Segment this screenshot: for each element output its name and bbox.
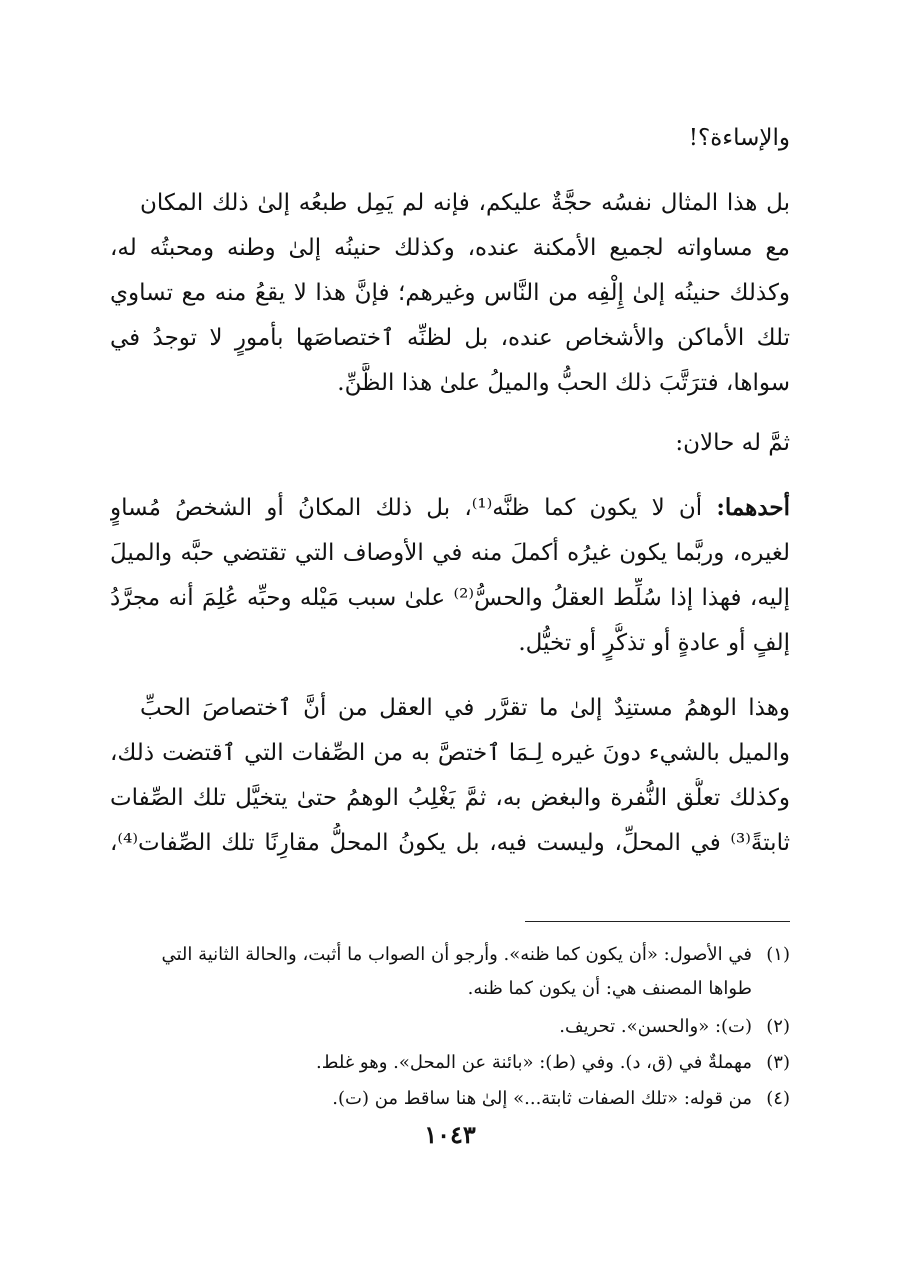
footnote-1-number: (١) [766,944,790,965]
paragraph-2-line-1-text: أن لا يكون كما ظنَّه⁽¹⁾، بل ذلك المكانُ أو الشخصُ مُساوٍ [110,495,717,521]
paragraph-2-line-3: إليه، فهذا إذا سُلِّط العقلُ والحسُّ⁽²⁾ علىٰ سبب مَيْله وحبِّه عُلِمَ أنه مجرَّدُ [110,585,790,611]
paragraph-3-line-3: وكذلك تعلُّق النُّفرة والبغض به، ثمَّ يَغْلِبُ الوهمُ حتىٰ يتخيَّل تلك الصِّفات [110,785,790,811]
paragraph-2-lead: أحدهما: [716,494,790,521]
footnote-3-text: مهملةٌ في (ق، د). وفي (ط): «بائنة عن المحل». وهو غلط. [316,1052,752,1073]
footnote-2-number: (٢) [766,1016,790,1037]
footnote-1-continuation: طواها المصنف هي: أن يكون كما ظنه. [467,978,752,999]
paragraph-1-line-4: تلك الأماكن والأشخاص عنده، بل لظنِّه ٱختصاصَها بأمورٍ لا توجدُ في [110,325,790,351]
paragraph-2-line-4: إلفٍ أو عادةٍ أو تذكُّرٍ أو تخيُّل. [518,630,790,656]
paragraph-1-line-1: بل هذا المثال نفسُه حجَّةٌ عليكم، فإنه لم يَمِل طبعُه إلىٰ ذلك المكان [140,190,790,216]
paragraph-3-line-2: والميل بالشيء دونَ غيره لِـمَا ٱختصَّ به من الصِّفات التي ٱقتضت ذلك، [110,740,790,766]
paragraph-1-line-3: وكذلك حنينُه إلىٰ إِلْفِه من النَّاس وغيرهم؛ فإنَّ هذا لا يقعُ منه مع تساوي [110,280,790,306]
paragraph-3-line-4: ثابتةً⁽³⁾ في المحلِّ، وليست فيه، بل يكونُ المحلُّ مقارِنًا تلك الصِّفات⁽⁴⁾، [110,830,790,856]
footnote-4-number: (٤) [766,1088,790,1109]
paragraph-1-line-2: مع مساواته لجميع الأمكنة عنده، وكذلك حنينُه إلىٰ وطنه ومحبتُه له، [110,235,790,261]
paragraph-2-line-1 [110,488,790,528]
footnote-2-text: (ت): «والحسن». تحريف. [559,1016,752,1037]
book-page [110,118,790,1218]
footnote-3-number: (٣) [766,1052,790,1073]
paragraph-2-line-2: لغيره، وربَّما يكون غيرُه أكملَ منه في الأوصاف التي تقتضي حبَّه والميلَ [110,540,790,566]
footnote-separator [525,921,790,922]
paragraph-1-line-5: سواها، فترَتَّبَ ذلك الحبُّ والميلُ علىٰ هذا الظَّنِّ. [337,370,790,396]
opening-line: والإساءة؟! [688,125,790,151]
footnote-4 [110,1082,790,1116]
section-heading: ثمَّ له حالان: [675,430,790,456]
footnote-4-text: من قوله: «تلك الصفات ثابتة...» إلىٰ هنا ساقط من (ت). [332,1088,752,1109]
paragraph-3-line-1: وهذا الوهمُ مستنِدٌ إلىٰ ما تقرَّر في العقل من أنَّ ٱختصاصَ الحبِّ [140,695,790,721]
footnote-2 [110,1010,790,1044]
footnote-3 [110,1046,790,1080]
footnote-1 [110,938,790,972]
page-number: ١٠٤٣ [424,1120,476,1149]
footnote-1-text: في الأصول: «أن يكون كما ظنه». وأرجو أن الصواب ما أثبت، والحالة الثانية التي [161,944,752,965]
